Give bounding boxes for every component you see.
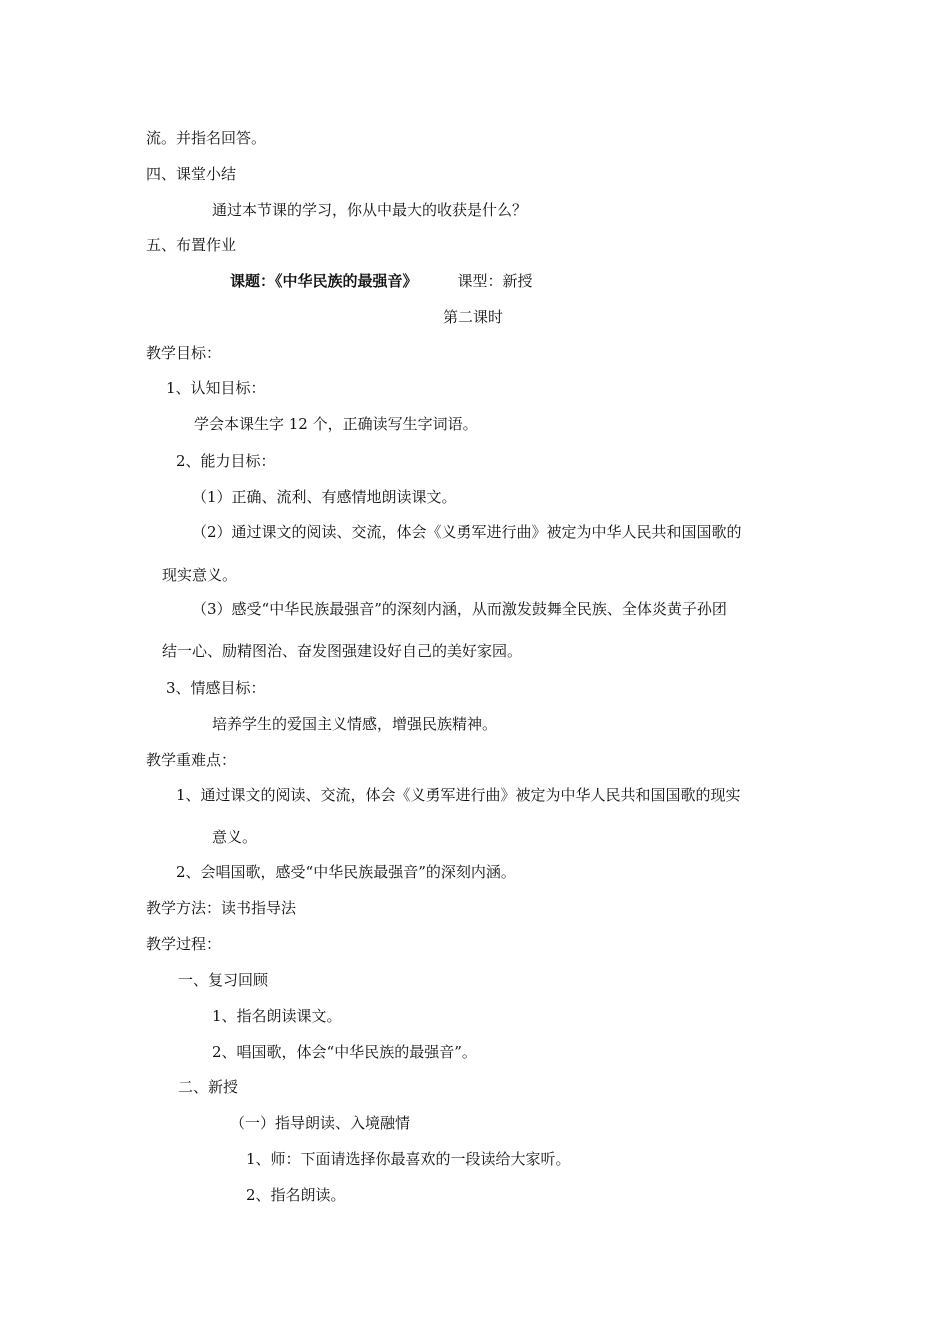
lesson-title: 《中华民族的最强音》 [275, 272, 418, 290]
title-label: 课题： [230, 272, 276, 290]
key-point-2: 2、会唱国歌，感受“中华民族最强音”的深刻内涵。 [176, 863, 516, 881]
cognitive-goal-heading: 1、认知目标： [166, 379, 266, 397]
new-lesson-subheading: （一）指导朗读、入境融情 [230, 1114, 411, 1132]
new-lesson-step-1: 1、师：下面请选择你最喜欢的一段读给大家听。 [246, 1150, 571, 1168]
emotion-goal-text: 培养学生的爱国主义情感，增强民族精神。 [212, 715, 498, 733]
new-lesson-step-2: 2、指名朗读。 [246, 1186, 346, 1204]
goals-heading: 教学目标： [146, 344, 222, 362]
section-heading-summary: 四、课堂小结 [146, 165, 237, 183]
ability-goal-1: （1）正确、流利、有感情地朗读课文。 [192, 488, 457, 506]
new-lesson-heading: 二、新授 [178, 1078, 239, 1096]
review-step-1: 1、指名朗读课文。 [212, 1007, 342, 1025]
text-line: 流。并指名回答。 [146, 129, 267, 147]
lesson-period: 第二课时 [443, 308, 504, 326]
ability-goal-2: （2）通过课文的阅读、交流，体会《义勇军进行曲》被定为中华人民共和国国歌的 [192, 523, 742, 541]
review-heading: 一、复习回顾 [178, 971, 269, 989]
type-value: 新授 [502, 272, 533, 290]
section-heading-homework: 五、布置作业 [146, 236, 237, 254]
process-heading: 教学过程： [146, 935, 222, 953]
ability-goal-heading: 2、能力目标： [176, 452, 276, 470]
ability-goal-3: （3）感受“中华民族最强音”的深刻内涵，从而激发鼓舞全民族、全体炎黄子孙团 [192, 600, 727, 618]
type-label: 课型： [457, 272, 503, 290]
emotion-goal-heading: 3、情感目标： [166, 679, 266, 697]
cognitive-goal-text: 学会本课生字 12 个，正确读写生字词语。 [194, 415, 478, 433]
ability-goal-3-cont: 结一心、励精图治、奋发图强建设好自己的美好家园。 [162, 642, 523, 660]
key-point-1-cont: 意义。 [212, 828, 258, 846]
key-point-1: 1、通过课文的阅读、交流，体会《义勇军进行曲》被定为中华人民共和国国歌的现实 [176, 786, 741, 804]
text-line: 通过本节课的学习，你从中最大的收获是什么？ [212, 201, 528, 219]
review-step-2: 2、唱国歌，体会“中华民族的最强音”。 [212, 1043, 477, 1061]
teaching-method: 教学方法：读书指导法 [146, 899, 297, 917]
key-points-heading: 教学重难点： [146, 751, 237, 769]
ability-goal-2-cont: 现实意义。 [162, 566, 238, 584]
lesson-title-row [230, 271, 533, 291]
